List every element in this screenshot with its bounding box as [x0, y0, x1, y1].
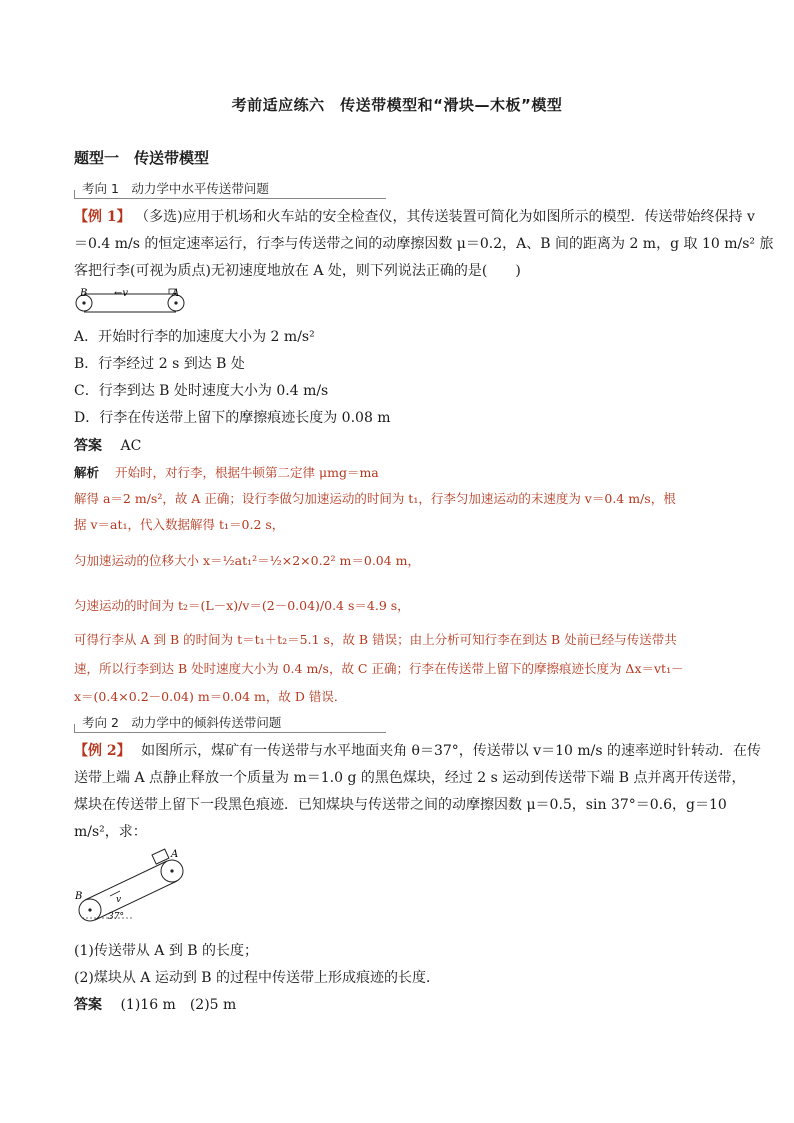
jiexi-line-6: 可得行李从 A 到 B 的时间为 t＝t₁＋t₂＝5.1 s，故 B 错误；由上分析可知行李在到达 B 处前已经与传送带共 — [74, 632, 677, 647]
ex2-tag: 【例 2】 — [74, 743, 131, 759]
fig1-label-a: A — [172, 288, 180, 299]
ex2-answer-row — [74, 994, 236, 1014]
ex2-answer: (1)16 m (2)5 m — [120, 997, 237, 1013]
kaoxiang-1-tick — [74, 190, 75, 198]
ex1-tag: 【例 1】 — [74, 209, 131, 225]
option-a: A．开始时行李的加速度大小为 2 m/s² — [74, 329, 315, 345]
fig2-label-a: A — [171, 849, 179, 860]
jiexi-line-5: 匀速运动的时间为 t₂＝(L－x)/v＝(2－0.04)/0.4 s＝4.9 s， — [74, 598, 410, 613]
option-c: C．行李到达 B 处时速度大小为 0.4 m/s — [74, 383, 329, 399]
jiexi-label: 解析 — [74, 465, 100, 480]
jiexi-line-1: 开始时，对行李，根据牛顿第二定律 μmg＝ma — [115, 465, 379, 480]
ex2-answer-label: 答案 — [74, 997, 102, 1013]
horizontal-conveyor-figure — [74, 286, 186, 316]
page-title: 考前适应练六 传送带模型和“滑块—木板”模型 — [231, 96, 563, 114]
inclined-conveyor-figure — [74, 843, 194, 925]
kaoxiang-2-rule — [74, 732, 386, 733]
fig2-angle: 37° — [108, 912, 124, 922]
ex2-question-2: (2)煤块从 A 运动到 B 的过程中传送带上形成痕迹的长度． — [74, 970, 441, 986]
ex2-line-4: m/s²，求： — [74, 824, 147, 840]
ex2-line-1 — [74, 740, 761, 760]
fig2-label-v: v — [116, 895, 122, 905]
ex1-line-1 — [74, 206, 755, 226]
ex1-text-1: （多选)应用于机场和火车站的安全检查仪，其传送装置可简化为如图所示的模型．传送带始终保持 v — [135, 209, 755, 225]
kaoxiang-1-rule — [74, 198, 386, 199]
ex1-line-2: ＝0.4 m/s 的恒定速率运行，行李与传送带之间的动摩擦因数 μ＝0.2，A、B 间的距离为 2 m，g 取 10 m/s² 旅 — [74, 236, 774, 252]
jiexi-line-2: 解得 a＝2 m/s²，故 A 正确；设行李做匀加速运动的时间为 t₁，行李匀加速运动的末速度为 v＝0.4 m/s，根 — [74, 491, 676, 506]
kaoxiang-2-tick — [74, 724, 75, 732]
fig1-label-v: ←v — [114, 288, 129, 299]
ex2-text-1: 如图所示，煤矿有一传送带与水平地面夹角 θ＝37°，传送带以 v＝10 m/s 的速率逆时针转动．在传 — [141, 743, 762, 759]
option-b: B．行李经过 2 s 到达 B 处 — [74, 356, 245, 372]
ex1-line-3: 客把行李(可视为质点)无初速度地放在 A 处，则下列说法正确的是( ) — [74, 263, 521, 279]
jiexi-row-1 — [74, 463, 379, 481]
kaoxiang-1-label: 考向 1 动力学中水平传送带问题 — [82, 181, 269, 196]
ex1-answer: AC — [120, 438, 142, 454]
ex2-line-2: 送带上端 A 点静止释放一个质量为 m＝1.0 g 的黑色煤块，经过 2 s 运动到传送带下端 B 点并离开传送带， — [74, 770, 746, 786]
jiexi-line-4: 匀加速运动的位移大小 x＝½at₁²＝½×2×0.2² m＝0.04 m， — [74, 553, 421, 568]
ex1-answer-row — [74, 435, 141, 455]
jiexi-line-3: 据 v＝at₁，代入数据解得 t₁＝0.2 s， — [74, 517, 285, 532]
ex2-question-1: (1)传送带从 A 到 B 的长度； — [74, 943, 259, 959]
fig2-label-b: B — [75, 891, 83, 902]
ex1-answer-label: 答案 — [74, 438, 102, 454]
section-heading: 题型一 传送带模型 — [74, 149, 210, 167]
fig1-label-b: B — [80, 288, 88, 299]
kaoxiang-2-label: 考向 2 动力学中的倾斜传送带问题 — [82, 715, 282, 730]
jiexi-line-8: x＝(0.4×0.2－0.04) m＝0.04 m，故 D 错误． — [74, 689, 347, 704]
option-d: D．行李在传送带上留下的摩擦痕迹长度为 0.08 m — [74, 410, 391, 426]
jiexi-line-7: 速，所以行李到达 B 处时速度大小为 0.4 m/s，故 C 正确；行李在传送带上留下的摩擦痕迹长度为 Δx＝vt₁－ — [74, 661, 684, 676]
ex2-line-3: 煤块在传送带上留下一段黑色痕迹．已知煤块与传送带之间的动摩擦因数 μ＝0.5，sin 37°＝0.6，g＝10 — [74, 797, 727, 813]
